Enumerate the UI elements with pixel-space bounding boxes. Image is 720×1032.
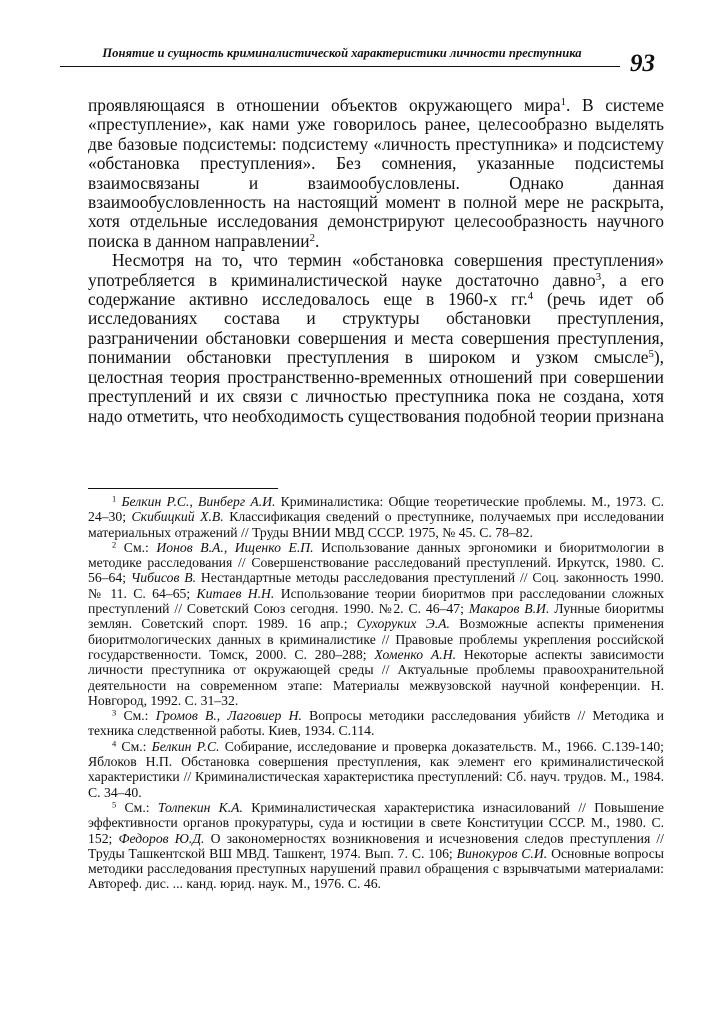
footnote-number: 2 xyxy=(112,539,117,550)
citation-text: Возможные аспекты применения биоритмологических данных в криминалистике // Правовые проблемы укрепления российской государственности. Томск, 2000. С. 280–288; xyxy=(88,616,664,662)
citation-text: См.: xyxy=(116,799,158,815)
citation-text: Некоторые аспекты зависимости личности преступника от окружающей среды // Актуальные проблемы правоохранительной деятельности на современном этапе: Материалы межвузовской научной конференции. Н. Новгород, 1992. С. 31–32. xyxy=(88,646,664,708)
main-text xyxy=(88,96,664,426)
author-name: Скибицкий Х.В. xyxy=(131,509,224,525)
footnote-ref: 4 xyxy=(527,290,534,303)
footnote-number: 5 xyxy=(112,799,117,810)
footnote-ref: 5 xyxy=(648,348,654,361)
author-name: Хоменко А.Н. xyxy=(374,646,457,662)
text-run: проявляющаяся в отношении объектов окружающего мира xyxy=(88,95,561,115)
citation-text: Использование данных эргономики и биоритмологии в методике расследования // Совершенствование расследований преступлений. Иркутск, 1980. С. 56–64; xyxy=(88,539,664,586)
author-name: Винокуров С.И. xyxy=(456,845,548,861)
citation-text: Нестандартные методы расследования преступлений // Соц. законность 1990. № 11. С. 64–65; xyxy=(88,570,664,601)
footnote-ref: 3 xyxy=(595,270,602,283)
text-run: . В системе «преступление», как нами уже говорилось ранее, целесообразно выделять две базовые подсистемы: подсистему «личность преступника» и подсистему «обстановка преступления». Без сомнения, указанные подсистемы взаимосвязаны и взаимообусловлены. Однако данная взаимообусловленность на настоящий момент в полной мере не раскрыта, хотя отдельные исследования демонстрируют целесообразность научного поиска в данном направлении xyxy=(88,95,664,251)
text-run: . xyxy=(314,230,320,251)
citation-text: Криминалистическая характеристика изнасилований // Повышение эффективности органов прокуратуры, суда и юстиции в свете Конституции СССР. М., 1980. С. 152; xyxy=(88,799,664,846)
footnote-ref: 2 xyxy=(309,231,315,244)
citation-text: Собирание, исследование и проверка доказательств. М., 1966. С.139-140; Яблоков Н.П. Обстановка совершения преступления, как элемент его криминалистической характеристики // Криминалистическая характеристика преступлений: Сб. науч. трудов. М., 1984. С. 34–40. xyxy=(88,738,664,800)
citation-text: Криминалистика: Общие теоретические проблемы. М., 1973. С. 24–30; xyxy=(88,494,665,525)
author-name: Китаев Н.Н. xyxy=(196,585,275,601)
citation-text: Основные вопросы методики расследования преступных нарушений правил обращения с взрывчатыми материалами: Автореф. дис. ... канд. юрид. наук. М., 1976. С. 46. xyxy=(88,845,664,892)
footnote-1 xyxy=(88,494,664,540)
citation-text: О закономерностях возникновения и исчезновения следов преступления // Труды Ташкентской ВШ МВД. Ташкент, 1974. Вып. 7. С. 106; xyxy=(88,830,664,861)
text-run: , а его содержание активно исследовалось еще в 1960-х гг. xyxy=(88,269,664,310)
author-name: Федоров Ю.Д. xyxy=(118,830,205,846)
footnote-5 xyxy=(88,800,664,892)
header-rule xyxy=(60,66,620,67)
text-run: (речь идет об исследованиях состава и структуры обстановки преступления, разграничении обстановки совершения и места совершения преступления, понимании обстановки преступления в широком и узком смысле xyxy=(88,289,664,368)
author-name: Макаров В.И. xyxy=(468,601,550,617)
footnote-4 xyxy=(88,739,664,800)
citation-text: См.: xyxy=(116,539,157,555)
author-name: Чибисов В. xyxy=(130,570,196,586)
page-number: 93 xyxy=(630,50,655,77)
author-name: Белкин Р.С. xyxy=(151,738,220,754)
citation-text: Лунные биоритмы землян. Советский спорт. 1989. 16 апр.; xyxy=(88,601,664,632)
author-name: Белкин Р.С., Винберг А.И. xyxy=(121,494,276,509)
footnote-number: 1 xyxy=(112,493,117,504)
citation-text: Классификация сведений о преступнике, получаемых при исследовании материальных отражений // Труды ВНИИ МВД СССР. 1975, № 45. С. 78–82. xyxy=(88,509,664,540)
text-run: ), целостная теория пространственно-временных отношений при совершении преступлений и их связи с личностью преступника пока не создана, хотя надо отметить, что необходимость существования подобной теории признана xyxy=(88,347,664,426)
citation-text: См.: xyxy=(116,738,152,754)
citation-text: Использование теории биоритмов при расследовании сложных преступлений // Советский Союз сегодня. 1990. №2. С. 46–47; xyxy=(88,585,665,617)
footnote-number: 3 xyxy=(112,707,117,718)
author-name: Толпекин К.А. xyxy=(157,799,243,815)
running-header: Понятие и сущность криминалистической характеристики личности преступника xyxy=(102,46,582,60)
text-run: Несмотря на то, что термин «обстановка совершения преступления» употребляется в криминалистической науке достаточно давно xyxy=(88,250,664,290)
author-name: Сухоруких Э.А. xyxy=(356,616,450,632)
footnotes xyxy=(88,494,664,892)
footnote-3 xyxy=(88,708,664,739)
citation-text: См.: xyxy=(116,708,156,724)
footnote-ref: 1 xyxy=(560,96,567,109)
paragraph-1 xyxy=(88,96,664,251)
footnote-number: 4 xyxy=(112,738,117,749)
paragraph-2 xyxy=(88,251,664,426)
author-name: Громов В., Лаговиер Н. xyxy=(155,708,302,724)
footnote-2 xyxy=(88,540,664,708)
citation-text: Вопросы методики расследования убийств // Методика и техника следственной работы. Киев, 1934. С.114. xyxy=(88,708,664,739)
author-name: Ионов В.А., Ищенко Е.П. xyxy=(156,539,314,555)
footnote-separator xyxy=(88,488,278,489)
